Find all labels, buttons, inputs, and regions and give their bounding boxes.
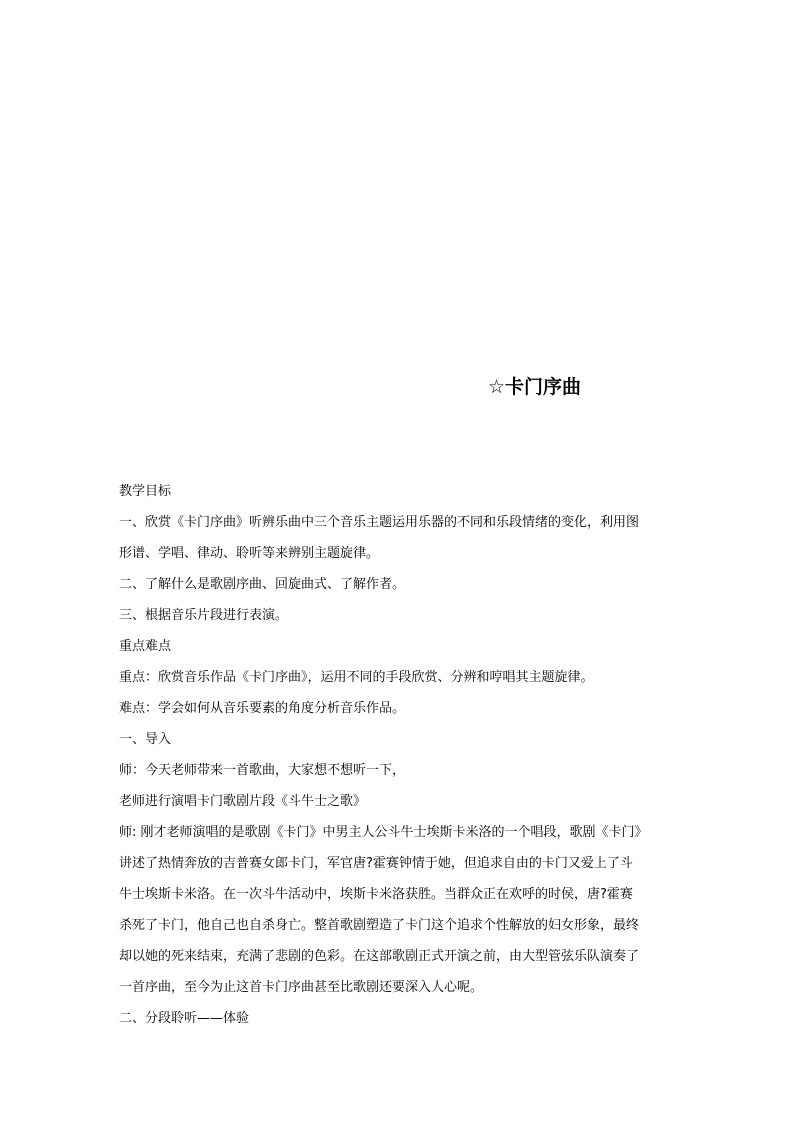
body-line: 师：今天老师带来一首歌曲，大家想不想听一下，: [119, 763, 406, 778]
body-line: 牛士埃斯卡米洛。在一次斗牛活动中，埃斯卡米洛获胜。当群众正在欢呼的时侯，唐?霍赛: [119, 887, 633, 902]
body-line: 重点：欣赏音乐作品《卡门序曲》，运用不同的手段欣赏、分辨和哼唱其主题旋律。: [119, 670, 594, 685]
document-title: ☆卡门序曲: [488, 376, 582, 398]
section-heading-intro: 一、导入: [119, 732, 172, 747]
section-heading-teaching-goals: 教学目标: [119, 484, 172, 499]
document-body: [119, 476, 679, 1034]
body-line: 一首序曲，至今为止这首卡门序曲甚至比歌剧还要深入人心呢。: [119, 980, 484, 995]
body-line: 师: 刚才老师演唱的是歌剧《卡门》中男主人公斗牛士埃斯卡米洛的一个唱段，歌剧《卡门》: [119, 825, 648, 840]
body-line: 二、了解什么是歌剧序曲、回旋曲式、了解作者。: [119, 577, 406, 592]
body-line: 讲述了热情奔放的吉普赛女郎卡门，军官唐?霍赛钟情于她，但追求自由的卡门又爱上了斗: [119, 856, 633, 871]
body-line: 杀死了卡门，他自己也自杀身亡。整首歌剧塑造了卡门这个追求个性解放的妇女形象，最终: [119, 918, 640, 933]
body-line: 难点：学会如何从音乐要素的角度分析音乐作品。: [119, 701, 406, 716]
section-heading-listening: 二、分段聆听——体验: [119, 1011, 250, 1026]
body-line: 三、根据音乐片段进行表演。: [119, 608, 289, 623]
section-heading-key-points: 重点难点: [119, 639, 172, 654]
body-line: 形谱、学唱、律动、聆听等来辨别主题旋律。: [119, 546, 380, 561]
body-line: 却以她的死来结束，充满了悲剧的色彩。在这部歌剧正式开演之前，由大型管弦乐队演奏了: [119, 949, 640, 964]
body-line: 一、欣赏《卡门序曲》听辨乐曲中三个音乐主题运用乐器的不同和乐段情绪的变化，利用图: [119, 515, 640, 530]
body-line: 老师进行演唱卡门歌剧片段《斗牛士之歌》: [119, 794, 367, 809]
